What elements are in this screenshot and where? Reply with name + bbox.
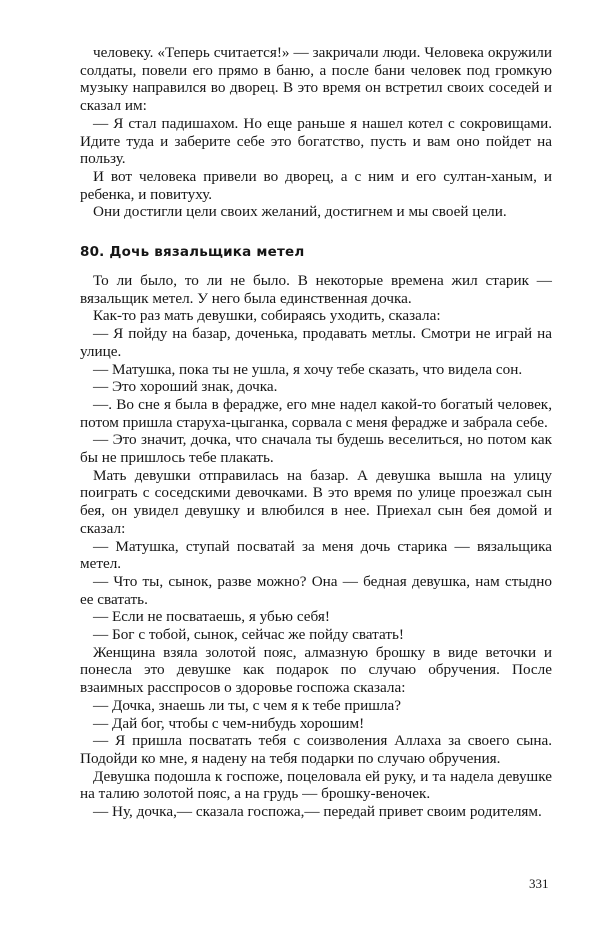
paragraph: человеку. «Теперь считается!» — закричали люди. Человека окружили солдаты, повели его прямо в баню, а после бани человек под громкую музыку направился во дворец. В это время он встретил своих соседей и сказал им: — [80, 44, 552, 115]
paragraph: — Дочка, знаешь ли ты, с чем я к тебе пришла? — [93, 696, 401, 714]
page-number: 331 — [529, 876, 549, 891]
paragraph: — Если не посватаешь, я убью себя! — [93, 608, 330, 626]
paragraph: — Я пойду на базар, доченька, продавать метлы. Смотри не играй на улице. — [80, 325, 552, 360]
paragraph: — Матушка, ступай посватай за меня дочь старика — вязальщика метел. — [80, 537, 552, 573]
paragraph: Как-то раз мать девушки, собираясь уходить, сказала: — [93, 307, 441, 325]
paragraph: — Ну, дочка,— сказала госпожа,— передай привет своим родителям. — [93, 803, 542, 821]
story-text-block — [80, 272, 552, 821]
paragraph: — Что ты, сынок, разве можно? Она — бедная девушка, нам стыдно ее сватать. — [80, 572, 552, 608]
paragraph: — Матушка, пока ты не ушла, я хочу тебе сказать, что видела сон. — [93, 360, 523, 378]
paragraph: Женщина взяла золотой пояс, алмазную брошку в виде веточки и понесла это девушке как подарок по случаю обручения. После взаимных расспросов о здоровье госпожа сказала: — [80, 643, 552, 697]
paragraph: — Бог с тобой, сынок, сейчас же пойду сватать! — [93, 626, 404, 644]
paragraph: Мать девушки отправилась на базар. А девушка вышла на улицу поиграть с соседскими девочками. В это время по улице проезжал сын бея, он увидел девушку и влюбился в нее. Приехал сын бея домой и сказал: — [80, 466, 552, 537]
paragraph: — Я пришла посватать тебя с соизволения Аллаха за своего сына. Подойди ко мне, я надену на тебя подарки по случаю обручения. — [80, 732, 552, 767]
paragraph: — Это хороший знак, дочка. — [93, 378, 278, 396]
paragraph: — Это значит, дочка, что сначала ты будешь веселиться, но потом как бы не пришлось тебе плакать. — [80, 431, 552, 467]
paragraph: Девушка подошла к госпоже, поцеловала ей руку, и та надела девушке на талию золотой пояс, а на грудь — брошку-веночек. — [80, 767, 552, 803]
intro-text-block — [80, 44, 552, 221]
paragraph: Они достигли цели своих желаний, достигнем и мы своей цели. — [93, 203, 507, 221]
paragraph: — Я стал падишахом. Но еще раньше я нашел котел с сокровищами. Идите туда и заберите себе это богатство, пусть и вам оно пойдет на пользу. — [80, 114, 552, 168]
paragraph: То ли было, то ли не было. В некоторые времена жил старик — вязальщик метел. У него была единственная дочка. — [80, 272, 552, 307]
story-title: 80. Дочь вязальщика метел — [80, 244, 305, 260]
paragraph: — Дай бог, чтобы с чем-нибудь хорошим! — [93, 714, 365, 732]
paragraph: —. Во сне я была в ферадже, его мне надел какой-то богатый человек, потом пришла старуха-цыганка, сорвала с меня фераджe и забрала себе. — [80, 395, 552, 431]
paragraph: И вот человека привели во дворец, а с ним и его султан-ханым, и ребенка, и повитуху. — [80, 167, 552, 203]
